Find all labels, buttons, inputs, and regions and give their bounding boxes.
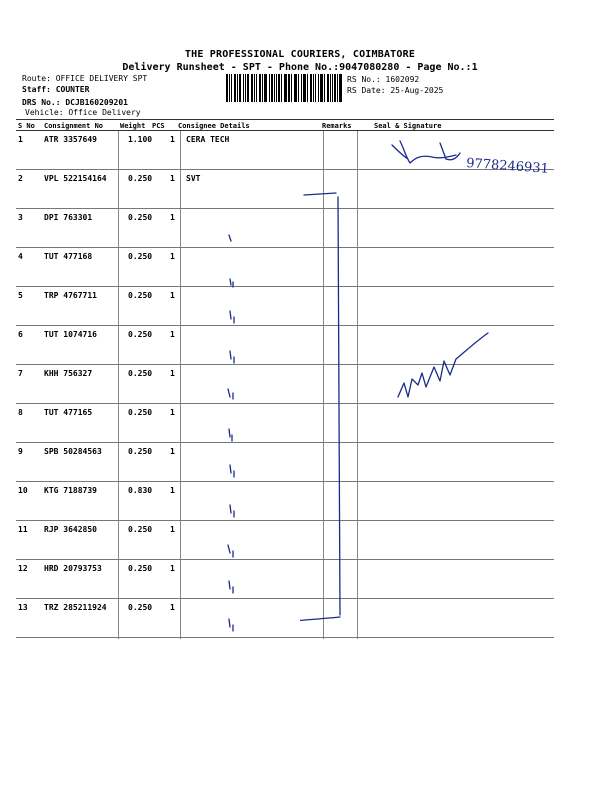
company-title: THE PROFESSIONAL COURIERS, COIMBATORE [184, 49, 416, 60]
handwritten-phone: 9778246931 [465, 156, 550, 177]
barcode-bar [330, 74, 331, 102]
row-weight: 0.250 [128, 447, 153, 456]
row-weight: 0.250 [128, 213, 153, 222]
row-sno: 6 [18, 330, 23, 339]
route-label: Route: OFFICE DELIVERY SPT [22, 74, 148, 83]
barcode-bar [313, 74, 315, 102]
row-weight: 0.250 [128, 603, 153, 612]
runsheet-subtitle: Delivery Runsheet - SPT - Phone No.:9047080280 - Page No.:1 [122, 62, 478, 73]
barcode-bar [337, 74, 338, 102]
barcode-bar [318, 74, 319, 102]
row-consignment-no: VPL 522154164 [44, 174, 107, 183]
barcode-bar [327, 74, 329, 102]
barcode-bar [301, 74, 302, 102]
row-consignment-no: RJP 3642850 [44, 525, 97, 534]
row-sno: 7 [18, 369, 23, 378]
col-header-sno: S No [18, 122, 35, 130]
row-sno: 12 [18, 564, 28, 573]
row-consignment-no: TUT 477165 [44, 408, 93, 417]
barcode-bar [274, 74, 275, 102]
barcode-bar [256, 74, 257, 102]
barcode-bar [269, 74, 270, 102]
barcode-bar [226, 74, 228, 102]
barcode-bar [334, 74, 336, 102]
row-consignee: CERA TECH [186, 135, 230, 144]
barcode-bar [247, 74, 249, 102]
row-sno: 3 [18, 213, 23, 222]
barcode-bar [239, 74, 241, 102]
barcode-bar [278, 74, 280, 102]
row-sno: 1 [18, 135, 23, 144]
col-header-seal: Seal & Signature [374, 122, 442, 130]
row-pcs: 1 [170, 252, 175, 261]
row-pcs: 1 [170, 135, 175, 144]
row-weight: 0.250 [128, 369, 153, 378]
row-pcs: 1 [170, 603, 175, 612]
row-pcs: 1 [170, 330, 175, 339]
row-weight: 0.250 [128, 174, 153, 183]
barcode-bar [332, 74, 333, 102]
row-consignment-no: TUT 477168 [44, 252, 93, 261]
row-weight: 0.830 [128, 486, 153, 495]
barcode-bar [234, 74, 237, 102]
row-consignment-no: TUT 1074716 [44, 330, 97, 339]
col-header-consignment: Consignment No [44, 122, 104, 130]
barcode-bar [298, 74, 299, 102]
barcode-bar [245, 74, 246, 102]
row-weight: 0.250 [128, 564, 153, 573]
barcode-bar [295, 74, 297, 102]
row-pcs: 1 [170, 408, 175, 417]
row-sno: 9 [18, 447, 23, 456]
barcode-bar [251, 74, 254, 102]
table-top-rule [16, 119, 554, 120]
tick-marks [180, 131, 323, 639]
row-consignee: SVT [186, 174, 201, 183]
col-header-pcs: PCS [152, 122, 165, 130]
row-pcs: 1 [170, 447, 175, 456]
row-sno: 10 [18, 486, 28, 495]
row-sno: 5 [18, 291, 23, 300]
row-pcs: 1 [170, 525, 175, 534]
row-consignment-no: ATR 3357649 [44, 135, 97, 144]
row-consignment-no: DPI 763301 [44, 213, 93, 222]
row-consignment-no: HRD 20793753 [44, 564, 102, 573]
col-header-consignee: Consignee Details [178, 122, 250, 130]
barcode-bar [339, 74, 342, 102]
barcode-bar [320, 74, 323, 102]
row-weight: 0.250 [128, 252, 153, 261]
row-weight: 0.250 [128, 525, 153, 534]
barcode-bar [229, 74, 230, 102]
row-pcs: 1 [170, 486, 175, 495]
row-sno: 2 [18, 174, 23, 183]
barcode-bar [259, 74, 261, 102]
row-sno: 8 [18, 408, 23, 417]
barcode-bar [243, 74, 244, 102]
vehicle-label: Vehicle: Office Delivery [25, 108, 141, 117]
handwritten-marks [300, 135, 580, 635]
barcode-bar [294, 74, 295, 102]
row-weight: 0.250 [128, 330, 153, 339]
row-pcs: 1 [170, 213, 175, 222]
row-sno: 4 [18, 252, 23, 261]
row-weight: 1.100 [128, 135, 153, 144]
row-consignment-no: TRP 4767711 [44, 291, 97, 300]
col-header-remarks: Remarks [322, 122, 352, 130]
row-pcs: 1 [170, 564, 175, 573]
barcode-bar [254, 74, 255, 102]
rs-date: RS Date: 25-Aug-2025 [347, 86, 444, 95]
barcode-bar [324, 74, 325, 102]
row-sno: 13 [18, 603, 28, 612]
row-pcs: 1 [170, 291, 175, 300]
barcode-bar [231, 74, 232, 102]
barcode-bar [264, 74, 267, 102]
barcode-bar [307, 74, 308, 102]
drs-number: DRS No.: DCJB160209201 [22, 98, 128, 107]
row-pcs: 1 [170, 369, 175, 378]
barcode-bar [237, 74, 238, 102]
row-pcs: 1 [170, 174, 175, 183]
row-consignment-no: SPB 50284563 [44, 447, 102, 456]
row-consignment-no: TRZ 285211924 [44, 603, 107, 612]
rs-number: RS No.: 1602092 [347, 75, 420, 84]
barcode-bar [281, 74, 282, 102]
row-weight: 0.250 [128, 291, 153, 300]
row-weight: 0.250 [128, 408, 153, 417]
barcode-bar [271, 74, 273, 102]
barcode-image [226, 74, 344, 102]
barcode-bar [288, 74, 290, 102]
barcode-bar [291, 74, 292, 102]
barcode-bar [262, 74, 263, 102]
barcode-bar [284, 74, 287, 102]
col-header-weight: Weight [120, 122, 146, 130]
barcode-bar [303, 74, 306, 102]
barcode-bar [310, 74, 312, 102]
row-consignment-no: KHH 756327 [44, 369, 93, 378]
row-sno: 11 [18, 525, 28, 534]
barcode-bar [315, 74, 316, 102]
row-consignment-no: KTG 7188739 [44, 486, 97, 495]
staff-label: Staff: COUNTER [22, 85, 90, 94]
barcode-bar [276, 74, 277, 102]
